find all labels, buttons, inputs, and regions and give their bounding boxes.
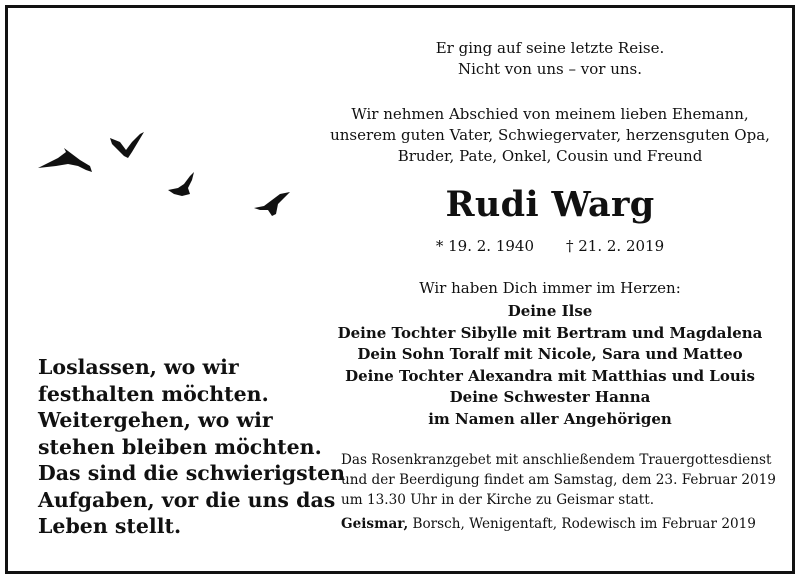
bird-icon (38, 148, 92, 172)
quote-line: Das sind die schwierigsten (38, 461, 346, 485)
mourners-list (330, 301, 770, 431)
deceased-name: Rudi Warg (445, 184, 655, 225)
quote-line: festhalten möchten. (38, 381, 269, 406)
quote-line: stehen bleiben möchten. (38, 434, 322, 459)
quote-line: Aufgaben, vor die uns das (38, 487, 336, 512)
death-date: † 21. 2. 2019 (566, 237, 665, 255)
intro-verse (330, 38, 770, 80)
bird-icon (254, 192, 290, 216)
quote-block (38, 354, 346, 540)
intro-line: Er ging auf seine letzte Reise. (435, 39, 665, 57)
farewell-line: unserem guten Vater, Schwiegervater, herzensguten Opa, (330, 126, 770, 144)
place-rest: Borsch, Wenigentaft, Rodewisch im Februar 2019 (408, 516, 756, 532)
place-bold: Geismar, (341, 516, 409, 532)
quote-line: Weitergehen, wo wir (38, 408, 273, 432)
flying-birds-illustration (28, 120, 308, 230)
bird-icon (168, 172, 194, 196)
service-line: um 13.30 Uhr in der Kirche zu Geismar statt. (341, 492, 655, 508)
mourner-line: im Namen aller Angehörigen (428, 409, 672, 428)
mourner-line: Dein Sohn Toralf mit Nicole, Sara und Matteo (357, 345, 743, 364)
farewell-text (330, 104, 770, 167)
mourner-line: Deine Schwester Hanna (449, 388, 651, 407)
farewell-line: Wir nehmen Abschied von meinem lieben Ehemann, (351, 105, 749, 123)
quote-line: Leben stellt. (38, 514, 182, 538)
service-line: und der Beerdigung findet am Samstag, dem 23. Februar 2019 (341, 472, 776, 488)
mourner-line: Deine Ilse (507, 302, 593, 320)
bird-icon (110, 132, 144, 158)
farewell-line: Bruder, Pate, Onkel, Cousin und Freund (397, 147, 703, 165)
quote-line: Loslassen, wo wir (38, 355, 239, 379)
service-info (341, 450, 781, 510)
life-dates (330, 236, 770, 257)
mourner-line: Deine Tochter Alexandra mit Matthias und Louis (345, 366, 755, 385)
heart-line: Wir haben Dich immer im Herzen: (419, 279, 681, 297)
birth-date: * 19. 2. 1940 (435, 237, 534, 255)
service-line: Das Rosenkranzgebet mit anschließendem Trauergottesdienst (341, 452, 772, 468)
mourner-line: Deine Tochter Sibylle mit Bertram und Magdalena (337, 323, 763, 342)
intro-line: Nicht von uns – vor uns. (458, 60, 642, 78)
place-and-date (341, 514, 756, 534)
